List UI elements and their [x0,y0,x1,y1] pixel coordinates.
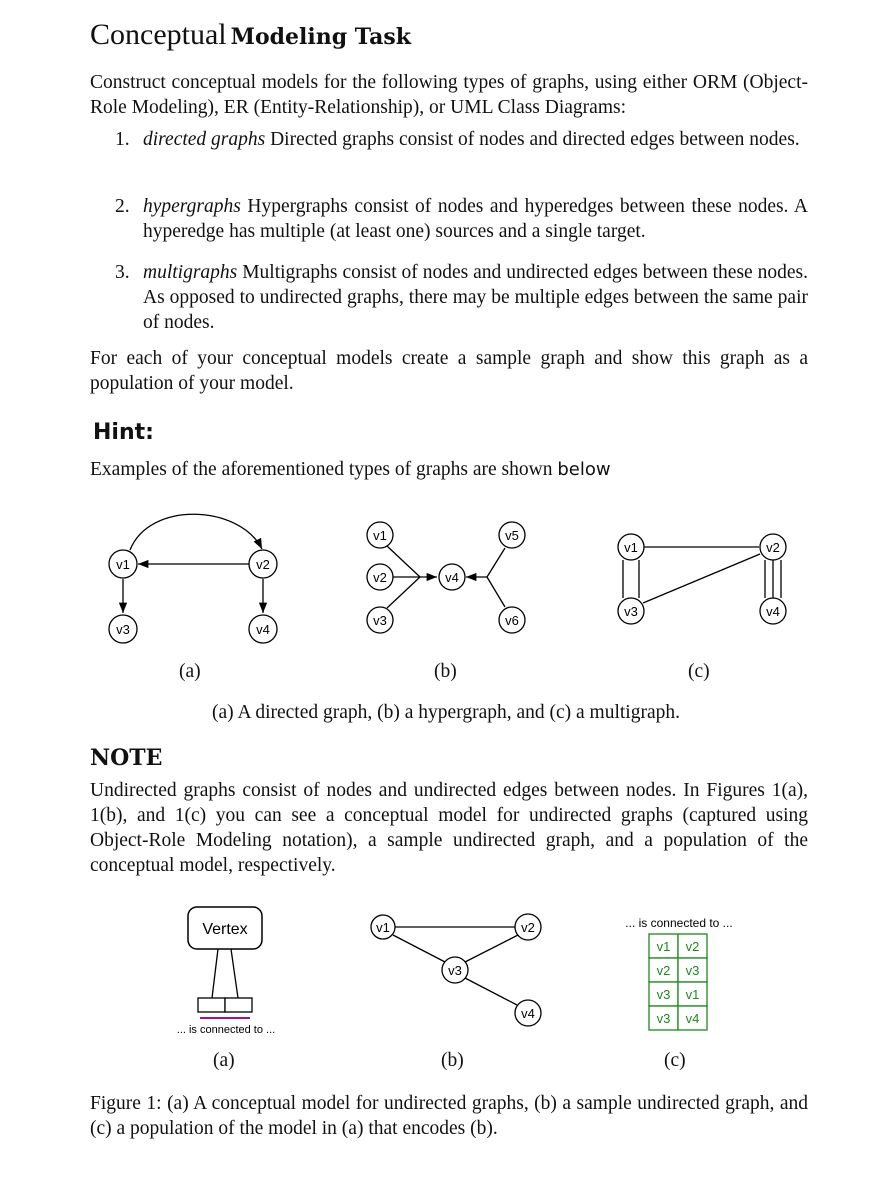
list-item-text: Hypergraphs consist of nodes and hyperedges between these nodes. A hyperedge has multiple (at least one) sources and a single target. [143,196,808,242]
hint-text-tail: below [557,459,611,480]
hint-text: Examples of the aforementioned types of graphs are shown [90,459,553,480]
title-main: Conceptual [90,18,227,51]
undirected-graph [371,914,541,1026]
subfigure-label: (a) [213,1050,235,1071]
graph-examples-figure [0,500,895,660]
population-table [625,916,732,1030]
node-label: v1 [624,540,638,555]
list-item-text: Multigraphs consist of nodes and undirected edges between these nodes. As opposed to undirected graphs, there may be multiple edges between the same pair of nodes. [143,262,808,333]
directed-graph [109,514,277,643]
node-label: v4 [256,622,270,637]
multigraph [618,534,786,624]
list-item [115,260,808,335]
edge-v1-v2-curved [130,514,262,550]
list-item-term: directed graphs [143,129,266,150]
figure-1-caption: Figure 1: (a) A conceptual model for undirected graphs, (b) a sample undirected graph, and (c) a population of the model in (a) that encodes (b). [90,1093,808,1139]
list-item [115,127,808,152]
list-item-number: 2. [115,196,130,217]
table-cell-text: v3 [656,987,671,1002]
list-item-term: multigraphs [143,262,238,283]
hint-paragraph [90,457,808,482]
list-item-text: Directed graphs consist of nodes and directed edges between nodes. [265,129,800,150]
node-label: v1 [373,528,387,543]
subfigure-label: (b) [434,661,457,682]
node-label: v2 [373,570,387,585]
graphs-caption: (a) A directed graph, (b) a hypergraph, and (c) a multigraph. [212,702,680,723]
node-label: v4 [445,570,459,585]
node-label: v4 [766,604,780,619]
instruction-paragraph: For each of your conceptual models create a sample graph and show this graph as a population of your model. [90,348,808,394]
subfigure-label: (b) [441,1050,464,1071]
node-label: v3 [624,604,638,619]
table-cell-text: v4 [685,1011,700,1026]
list-item [115,194,808,244]
figure-1 [0,895,895,1045]
orm-model [177,907,275,1036]
node-label: v4 [521,1006,535,1021]
page-title [90,18,411,52]
note-heading: NOTE [90,745,163,771]
node-label: v3 [116,622,130,637]
subfigure-label: (c) [688,661,710,682]
table-cell-text: v3 [656,1011,671,1026]
table-cell-text: v2 [685,939,700,954]
node-label: v1 [116,557,130,572]
list-item-term: hypergraphs [143,196,241,217]
population-title: ... is connected to ... [625,916,733,930]
table-cell-text: v1 [685,987,700,1002]
title-sub: Modeling Task [230,24,411,50]
role-box [198,998,225,1012]
intro-paragraph: Construct conceptual models for the following types of graphs, using either ORM (Object-Role Modeling), ER (Entity-Relationship), or UML Class Diagrams: [90,72,808,118]
node-label: v1 [376,920,390,935]
list-item-number: 1. [115,129,130,150]
node-label: v2 [521,920,535,935]
node-label: v3 [448,963,462,978]
table-cell-text: v2 [656,963,671,978]
role-box [225,998,252,1012]
list-item-number: 3. [115,262,130,283]
subfigure-label: (a) [179,661,201,682]
subfigure-label: (c) [664,1050,686,1071]
table-cell-text: v3 [685,963,700,978]
note-paragraph: Undirected graphs consist of nodes and undirected edges between nodes. In Figures 1(a), 1(b), and 1(c) you can see a conceptual model for undirected graphs (captured using Object-Role Modeling notation), a sample undirected graph, and a population of the conceptual model, respectively. [90,780,808,876]
node-label: v3 [373,613,387,628]
node-label: v5 [505,528,519,543]
entity-label: Vertex [202,921,248,938]
node-label: v6 [505,613,519,628]
node-label: v2 [766,540,780,555]
fact-type-label: ... is connected to ... [176,1024,276,1036]
hypergraph [367,522,525,633]
table-cell-text: v1 [656,939,671,954]
hint-heading: Hint: [93,420,154,445]
node-label: v2 [256,557,270,572]
